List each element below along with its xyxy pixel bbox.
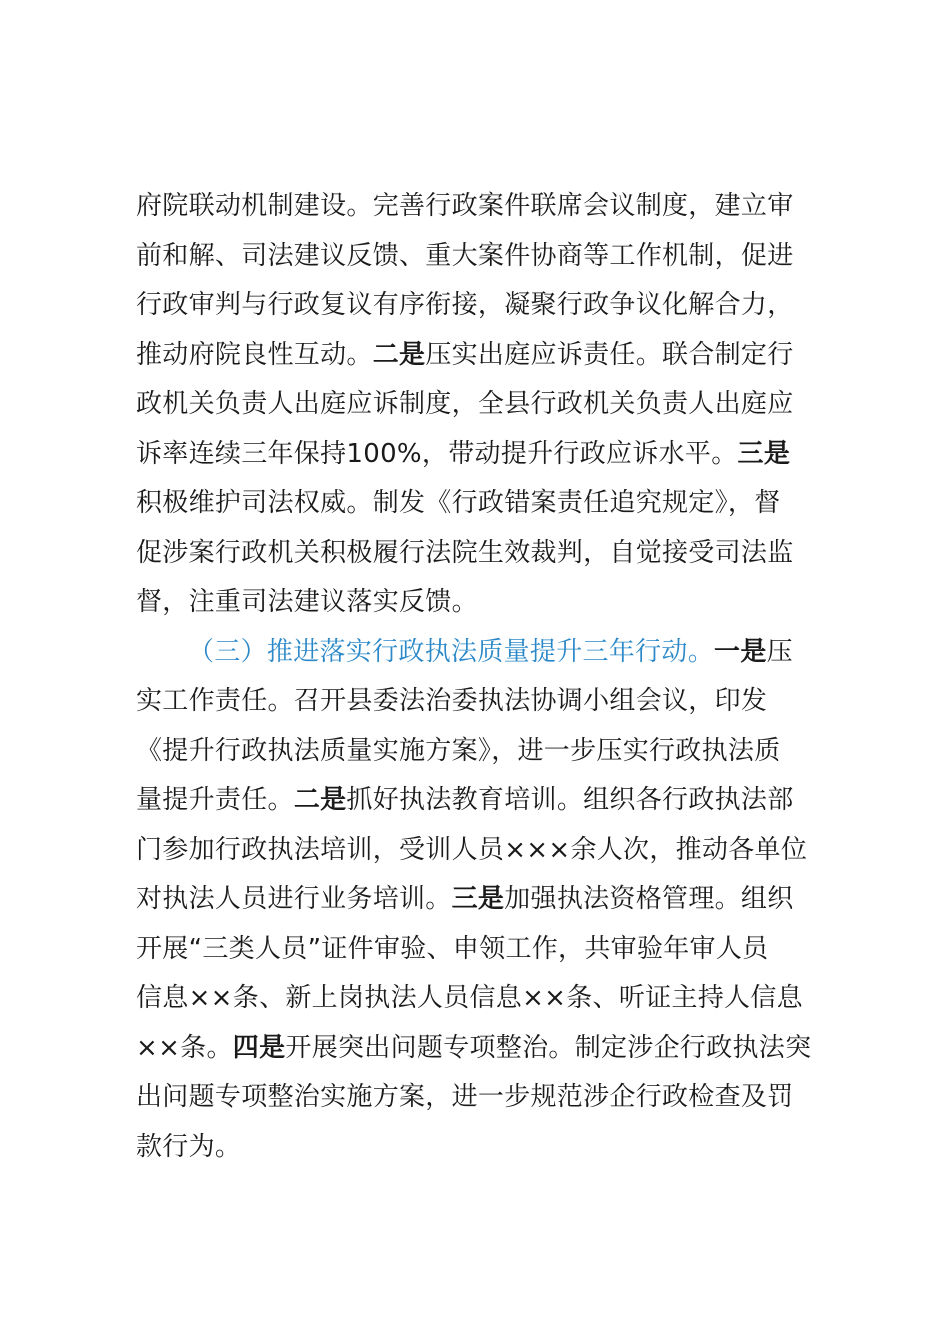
emphasis-text: 二是 (372, 339, 426, 370)
body-text: 实工作责任。召开县委法治委执法协调小组会议，印发 (136, 686, 768, 716)
text-line (136, 776, 856, 826)
text-line (136, 331, 856, 381)
body-text: 前和解、司法建议反馈、重大案件协商等工作机制，促进 (136, 240, 794, 271)
body-text: 加强执法资格管理。组织 (504, 884, 794, 914)
body-text: 压实出庭应诉责任。联合制定行 (425, 339, 794, 370)
text-line (136, 479, 856, 529)
body-text: 出问题专项整治实施方案，进一步规范涉企行政检查及罚 (136, 1082, 794, 1112)
body-text: 积极维护司法权威。制发《行政错案责任追究规定》，督 (136, 488, 781, 518)
body-text: 府院联动机制建设。完善行政案件联席会议制度，建立审 (136, 191, 794, 221)
body-text: 《提升行政执法质量实施方案》，进一步压实行政执法质 (136, 735, 781, 766)
body-text: 开展“三类人员”证件审验、申领工作，共审验年审人员 (136, 933, 769, 964)
text-line (136, 232, 856, 282)
text-line (136, 1123, 856, 1173)
document-body (136, 182, 856, 1172)
body-text: 政机关负责人出庭应诉制度，全县行政机关负责人出庭应 (136, 389, 794, 419)
emphasis-text: 二是 (293, 785, 347, 815)
text-line (136, 974, 856, 1024)
section-heading: （三）推进落实行政执法质量提升三年行动。 (188, 636, 715, 667)
body-text: 信息××条、新上岗执法人员信息××条、听证主持人信息 (136, 983, 803, 1013)
emphasis-text: 三是 (737, 438, 791, 469)
body-text: 促涉案行政机关积极履行法院生效裁判，自觉接受司法监 (136, 537, 794, 568)
text-line (136, 1073, 856, 1123)
body-text: 款行为。 (136, 1131, 242, 1162)
body-text: 推动府院良性互动。 (136, 339, 373, 370)
text-line (136, 281, 856, 331)
body-text: 门参加行政执法培训，受训人员×××余人次，推动各单位 (136, 834, 808, 865)
body-text: 开展突出问题专项整治。制定涉企行政执法突 (285, 1032, 812, 1063)
body-text: 抓好执法教育培训。组织各行政执法部 (346, 785, 794, 815)
text-line (136, 677, 856, 727)
text-line (136, 578, 856, 628)
text-line (136, 727, 856, 777)
emphasis-text: 一是 (714, 636, 767, 667)
emphasis-text: 四是 (232, 1032, 286, 1063)
text-line (136, 529, 856, 579)
text-line (136, 182, 856, 232)
text-line (136, 925, 856, 975)
text-line (136, 430, 856, 480)
text-line (136, 628, 856, 678)
body-text: 压 (766, 636, 793, 667)
text-line (136, 875, 856, 925)
body-text: 诉率连续三年保持100%，带动提升行政应诉水平。 (136, 438, 738, 469)
body-text: 行政审判与行政复议有序衔接，凝聚行政争议化解合力， (136, 290, 794, 320)
text-line (136, 1024, 856, 1074)
text-line (136, 826, 856, 876)
body-text: 督，注重司法建议落实反馈。 (136, 587, 478, 617)
text-line (136, 380, 856, 430)
body-text: 对执法人员进行业务培训。 (136, 884, 452, 914)
emphasis-text: 三是 (451, 884, 505, 914)
body-text: 量提升责任。 (136, 785, 294, 815)
body-text: ××条。 (136, 1032, 233, 1063)
